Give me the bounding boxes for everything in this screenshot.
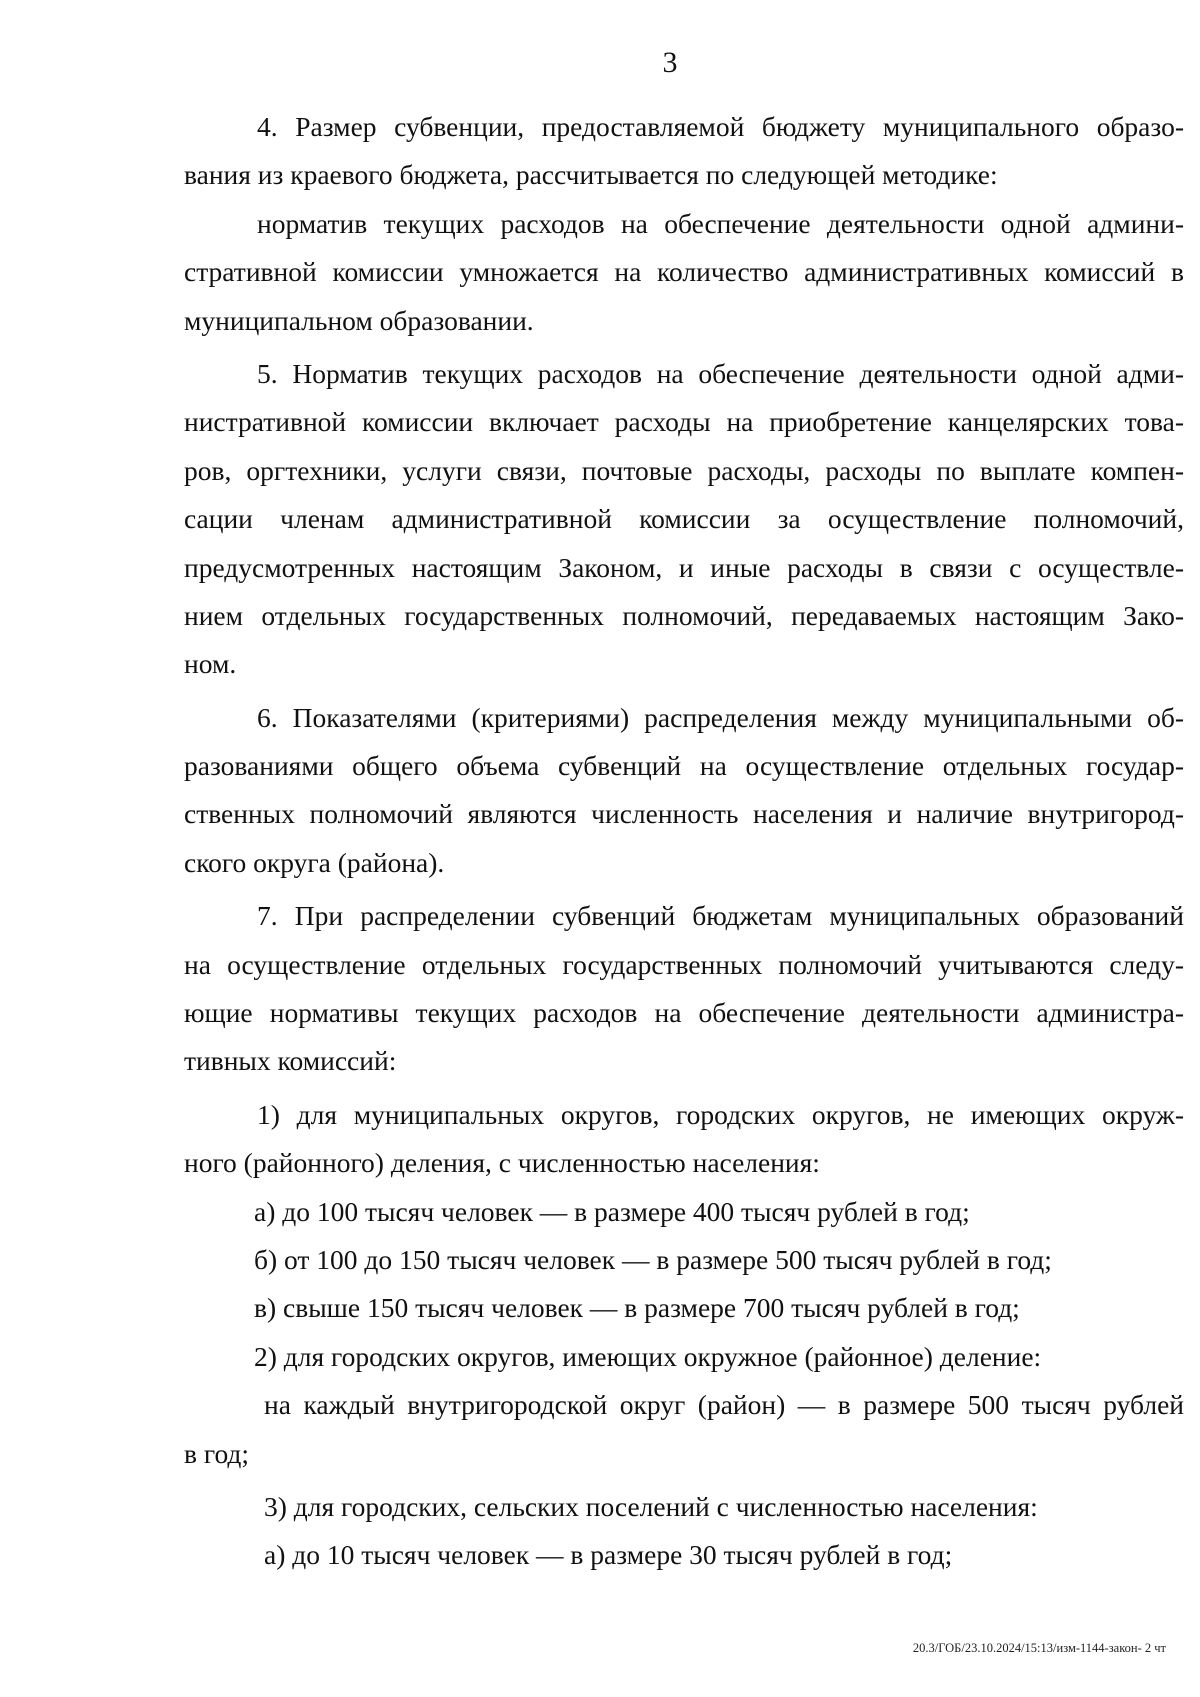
text-line: в) свыше 150 тысяч человек — в размере 700 тысяч рублей в год;: [254, 1292, 1020, 1324]
document-footer-code: 20.3/ГОБ/23.10.2024/15:13/изм-1144-закон- 2 чт: [912, 1641, 1166, 1655]
text-line: нистративной комиссии включает расходы на приобретение канцелярских това-: [184, 406, 1184, 438]
document-body: [184, 103, 1184, 1580]
text-line: 5. Норматив текущих расходов на обеспечение деятельности одной адми-: [257, 357, 1184, 389]
text-line: в год;: [184, 1437, 250, 1469]
text-line: 1) для муниципальных округов, городских округов, не имеющих окруж-: [257, 1098, 1184, 1130]
text-line: 2) для городских округов, имеющих окружное (районное) деление:: [254, 1340, 1042, 1372]
text-line: предусмотренных настоящим Законом, и иные расходы в связи с осуществле-: [184, 551, 1184, 583]
text-line: ского округа (района).: [184, 846, 445, 878]
text-line: стративной комиссии умножается на количество административных комиссий в: [184, 256, 1184, 288]
text-line: на каждый внутригородской округ (район) — в размере 500 тысяч рублей: [264, 1389, 1184, 1421]
text-line: а) до 10 тысяч человек — в размере 30 тысяч рублей в год;: [264, 1539, 953, 1571]
text-line: норматив текущих расходов на обеспечение деятельности одной админи-: [257, 207, 1184, 239]
text-line: ственных полномочий являются численность населения и наличие внутригород-: [184, 798, 1184, 830]
text-line: а) до 100 тысяч человек — в размере 400 тысяч рублей в год;: [254, 1195, 970, 1227]
text-line: 3) для городских, сельских поселений с численностью населения:: [264, 1490, 1038, 1522]
text-line: муниципальном образовании.: [184, 304, 534, 336]
text-line: ров, оргтехники, услуги связи, почтовые расходы, расходы по выплате компен-: [184, 454, 1184, 486]
text-line: 7. При распределении субвенций бюджетам муниципальных образований: [257, 900, 1184, 932]
text-line: 6. Показателями (критериями) распределения между муниципальными об-: [257, 701, 1184, 733]
text-line: тивных комиссий:: [184, 1045, 397, 1077]
text-line: вания из краевого бюджета, рассчитывается по следующей методике:: [184, 159, 998, 191]
text-line: сации членам административной комиссии за осуществление полномочий,: [184, 503, 1184, 535]
text-line: ющие нормативы текущих расходов на обеспечение деятельности администра-: [184, 997, 1184, 1029]
text-line: 4. Размер субвенции, предоставляемой бюджету муниципального образо-: [257, 111, 1184, 142]
text-line: ного (районного) деления, с численностью населения:: [184, 1147, 820, 1179]
text-line: ном.: [184, 648, 237, 680]
text-line: на осуществление отдельных государственных полномочий учитываются следу-: [184, 948, 1184, 980]
text-line: разованиями общего объема субвенций на осуществление отдельных государ-: [184, 750, 1184, 782]
text-line: б) от 100 до 150 тысяч человек — в размере 500 тысяч рублей в год;: [254, 1243, 1052, 1275]
page-number: 3: [662, 46, 678, 79]
text-line: нием отдельных государственных полномочий, передаваемых настоящим Зако-: [184, 599, 1184, 631]
